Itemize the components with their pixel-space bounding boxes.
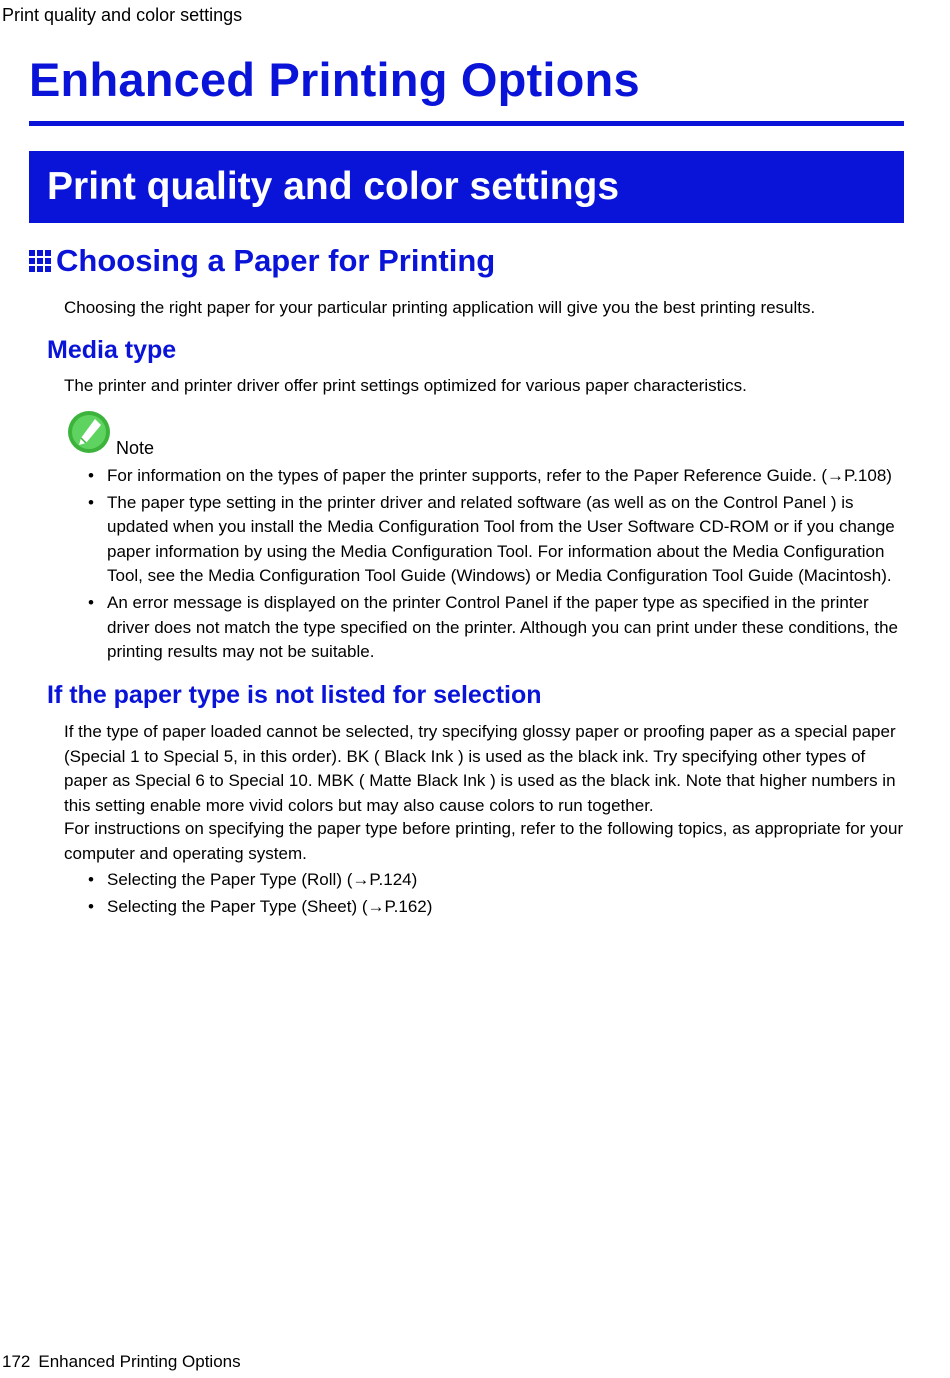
media-type-text: The printer and printer driver offer print settings optimized for various paper characteristics. (64, 376, 747, 395)
roll-paper-link[interactable]: • Selecting the Paper Type (Roll) (→P.124) (88, 868, 908, 893)
not-listed-paragraph: If the type of paper loaded cannot be selected, try specifying glossy paper or proofing paper as a special paper (Special 1 to Special 5, in this order). BK ( Black Ink ) is used as the black ink. Try specifying other types of paper as Special 6 to Special 10. MBK ( Matte Black Ink ) is used as the black ink. Note that higher numbers in this setting enable more vivid colors but may also cause colors to run together. (64, 722, 896, 815)
chapter-title: Enhanced Printing Options (29, 53, 640, 106)
topic-links (88, 868, 908, 921)
media-type-heading: Media type (47, 336, 177, 364)
list-item: • An error message is displayed on the printer Control Panel if the paper type as specified in the printer driver does not match the type specified on the printer. Although you can print under these conditions, the printing results may not be suitable. (88, 591, 908, 665)
note-list (88, 464, 908, 667)
instructions-paragraph: For instructions on specifying the paper type before printing, refer to the following topics, as appropriate for your computer and operating system. (64, 819, 904, 863)
topic-title: Choosing a Paper for Printing (56, 243, 496, 278)
topic-intro: Choosing the right paper for your particular printing application will give you the best printing results. (64, 298, 816, 317)
pencil-note-icon (67, 410, 111, 454)
running-header: Print quality and color settings (2, 5, 243, 25)
chapter-divider (29, 121, 904, 126)
topic-heading (29, 243, 495, 279)
page-number: 172 (2, 1352, 31, 1371)
list-item: • For information on the types of paper the printer supports, refer to the Paper Reference Guide. (→P.108) (88, 464, 908, 489)
section-title: Print quality and color settings (47, 165, 620, 208)
page-footer (2, 1352, 241, 1372)
list-item: • The paper type setting in the printer driver and related software (as well as on the Control Panel ) is updated when you install the Media Configuration Tool from the User Software CD-ROM or if you change paper information by using the Media Configuration Tool. For information about the Media Configuration Tool, see the Media Configuration Tool Guide (Windows) or Media Configuration Tool Guide (Macintosh). (88, 491, 908, 589)
note-label: Note (116, 438, 155, 458)
section-banner (29, 151, 904, 223)
grid-icon (29, 250, 51, 272)
not-listed-heading: If the paper type is not listed for selection (47, 681, 542, 709)
sheet-paper-link[interactable]: • Selecting the Paper Type (Sheet) (→P.162) (88, 895, 908, 920)
footer-chapter: Enhanced Printing Options (38, 1352, 241, 1371)
